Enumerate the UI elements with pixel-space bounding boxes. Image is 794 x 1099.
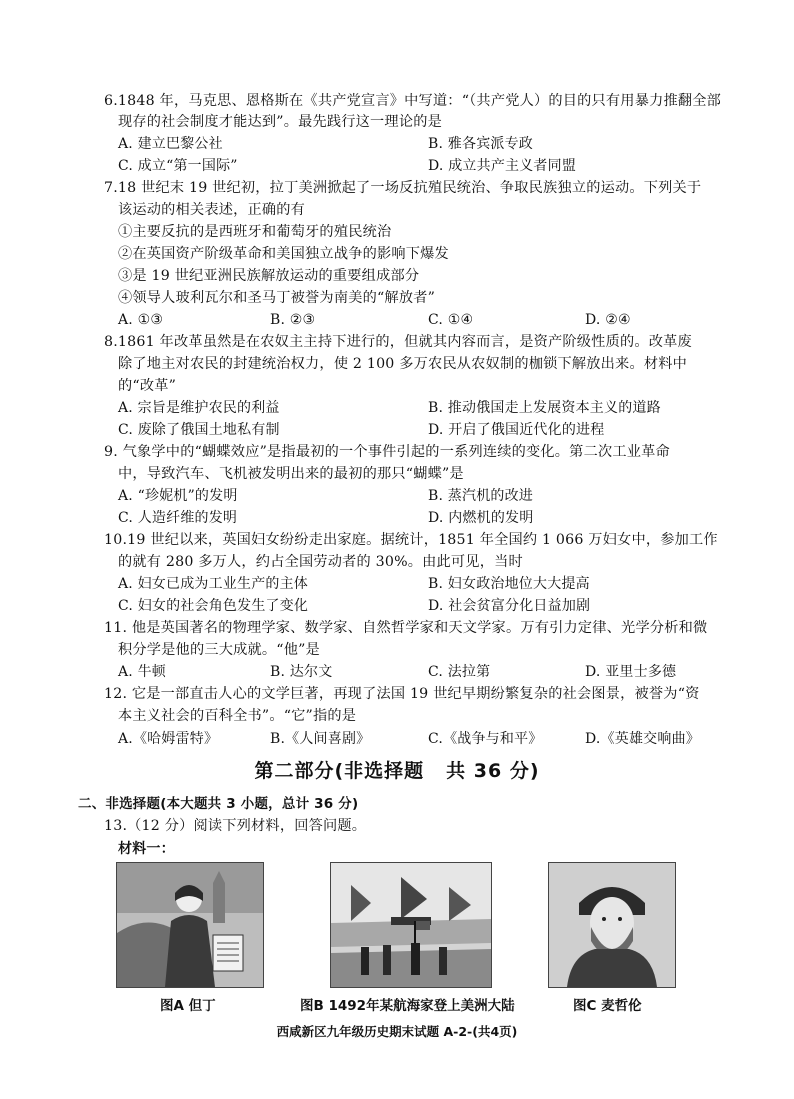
q12-option-d: D.《英雄交响曲》 — [585, 731, 700, 747]
q9-option-d: D. 内燃机的发明 — [428, 510, 534, 526]
landing-illustration — [331, 863, 491, 987]
q11-option-a: A. 牛顿 — [118, 664, 167, 680]
q10-option-d: D. 社会贫富分化日益加剧 — [428, 598, 591, 614]
q6-stem-line1: 6.1848 年，马克思、恩格斯在《共产党宣言》中写道：“（共产党人）的目的只有用暴力推翻全部 — [104, 93, 722, 109]
part-two-title-main: 第二部分(非选择题 — [254, 760, 425, 782]
q8-stem-line2: 除了地主对农民的封建统治权力，使 2 100 多万农民从农奴制的枷锁下解放出来。材料中 — [118, 356, 687, 372]
q10-stem-line1: 10.19 世纪以来，英国妇女纷纷走出家庭。据统计，1851 年全国约 1 066 万妇女中，参加工作 — [104, 532, 718, 548]
section-two-heading: 二、非选择题(本大题共 3 小题，总计 36 分) — [78, 796, 359, 812]
q6-option-d: D. 成立共产主义者同盟 — [428, 158, 577, 174]
part-two-title-score: 共 36 分) — [446, 760, 540, 782]
q9-stem-line2: 中，导致汽车、飞机被发明出来的最初的那只“蝴蝶”是 — [118, 466, 464, 482]
q10-stem-line2: 的就有 280 多万人，约占全国劳动者的 30%。由此可见，当时 — [118, 554, 523, 570]
q11-stem-line1: 11. 他是英国著名的物理学家、数学家、自然哲学家和天文学家。万有引力定律、光学分析和微 — [104, 620, 708, 636]
q11-stem-line2: 积分学是他的三大成就。“他”是 — [118, 642, 320, 658]
q6-option-a: A. 建立巴黎公社 — [118, 136, 223, 152]
q12-option-c: C.《战争与和平》 — [428, 731, 543, 747]
dante-painting-image — [116, 862, 264, 988]
q7-stem-line2: 该运动的相关表述，正确的有 — [118, 202, 306, 218]
q10-option-c: C. 妇女的社会角色发生了变化 — [118, 598, 309, 614]
q11-option-b: B. 达尔文 — [270, 664, 333, 680]
q12-stem-line2: 本主义社会的百科全书”。“它”指的是 — [118, 708, 357, 724]
q13-stem: 13.（12 分）阅读下列材料，回答问题。 — [104, 818, 367, 834]
q7-item-2: ②在英国资产阶级革命和美国独立战争的影响下爆发 — [118, 246, 449, 262]
q7-item-1: ①主要反抗的是西班牙和葡萄牙的殖民统治 — [118, 224, 392, 240]
image-a-caption: 图A 但丁 — [160, 998, 216, 1014]
q8-option-b: B. 推动俄国走上发展资本主义的道路 — [428, 400, 661, 416]
q8-stem-line3: 的“改革” — [118, 378, 177, 394]
q7-item-3: ③是 19 世纪亚洲民族解放运动的重要组成部分 — [118, 268, 420, 284]
q8-option-a: A. 宗旨是维护农民的利益 — [118, 400, 280, 416]
q12-option-a: A.《哈姆雷特》 — [118, 731, 219, 747]
part-two-title — [0, 756, 794, 783]
page-footer: 西咸新区九年级历史期末试题 A-2-(共4页) — [276, 1024, 518, 1039]
q9-option-a: A. “珍妮机”的发明 — [118, 488, 238, 504]
q9-stem-line1: 9. 气象学中的“蝴蝶效应”是指最初的一个事件引起的一系列连续的变化。第二次工业革命 — [104, 444, 670, 460]
material-one-label: 材料一： — [118, 841, 175, 857]
magellan-illustration — [549, 863, 675, 987]
columbus-landing-image — [330, 862, 492, 988]
dante-illustration — [117, 863, 263, 987]
q7-option-b: B. ②③ — [270, 312, 316, 328]
q9-option-b: B. 蒸汽机的改进 — [428, 488, 533, 504]
image-b-caption: 图B 1492年某航海家登上美洲大陆 — [300, 998, 515, 1014]
q7-option-c: C. ①④ — [428, 312, 474, 328]
q7-option-a: A. ①③ — [118, 312, 164, 328]
image-c-caption: 图C 麦哲伦 — [573, 998, 642, 1014]
q12-stem-line1: 12. 它是一部直击人心的文学巨著，再现了法国 19 世纪早期纷繁复杂的社会图景，被誉为“资 — [104, 686, 700, 702]
q9-option-c: C. 人造纤维的发明 — [118, 510, 238, 526]
q8-option-d: D. 开启了俄国近代化的进程 — [428, 422, 605, 438]
q11-option-d: D. 亚里士多德 — [585, 664, 677, 680]
magellan-portrait-image — [548, 862, 676, 988]
q6-stem-line2: 现存的社会制度才能达到”。最先践行这一理论的是 — [118, 114, 442, 130]
q12-option-b: B.《人间喜剧》 — [270, 731, 371, 747]
q6-option-c: C. 成立“第一国际” — [118, 158, 238, 174]
q8-stem-line1: 8.1861 年改革虽然是在农奴主主持下进行的，但就其内容而言，是资产阶级性质的。改革废 — [104, 334, 692, 350]
q7-item-4: ④领导人玻利瓦尔和圣马丁被誉为南美的“解放者” — [118, 290, 436, 306]
q10-option-a: A. 妇女已成为工业生产的主体 — [118, 576, 309, 592]
q7-stem-line1: 7.18 世纪末 19 世纪初，拉丁美洲掀起了一场反抗殖民统治、争取民族独立的运动。下列关于 — [104, 180, 702, 196]
q7-option-d: D. ②④ — [585, 312, 631, 328]
q11-option-c: C. 法拉第 — [428, 664, 491, 680]
q6-option-b: B. 雅各宾派专政 — [428, 136, 533, 152]
q8-option-c: C. 废除了俄国土地私有制 — [118, 422, 280, 438]
q10-option-b: B. 妇女政治地位大大提高 — [428, 576, 590, 592]
